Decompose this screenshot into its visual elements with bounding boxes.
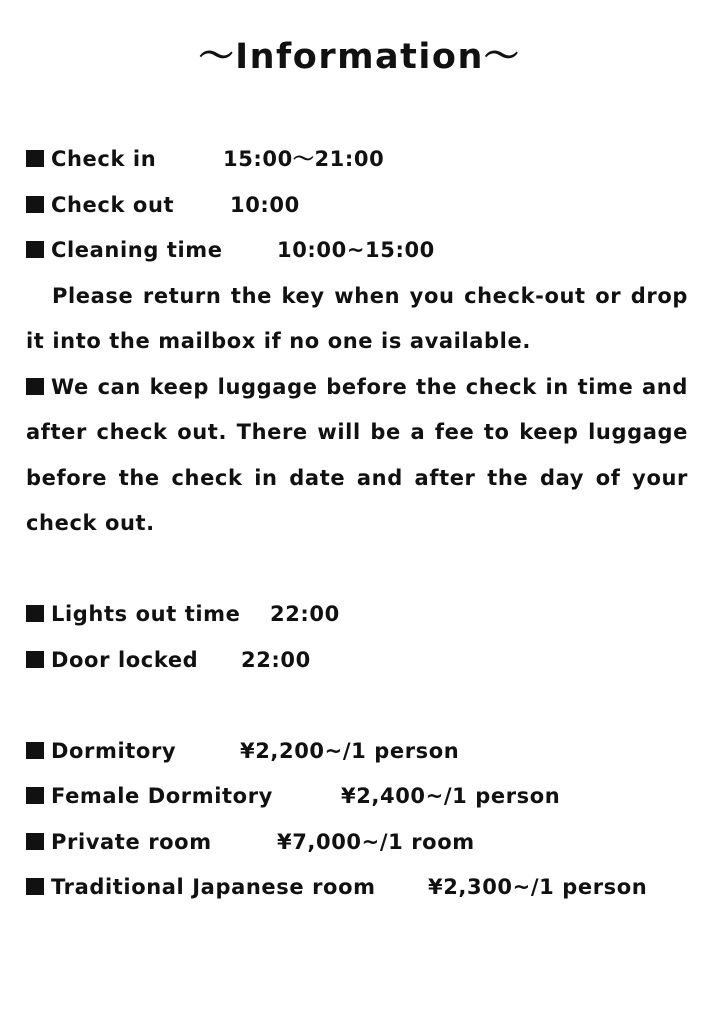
door-locked-value: 22:00 — [241, 647, 311, 672]
checkin-row — [26, 137, 688, 183]
checkin-label: Check in — [51, 147, 157, 171]
door-locked-row — [26, 638, 688, 684]
luggage-text: We can keep luggage before the check in time and after check out. There will be a fee to keep luggage before the check in date and after the day of your check out. — [26, 374, 688, 535]
square-bullet-icon — [26, 651, 44, 668]
checkout-label: Check out — [51, 192, 175, 217]
square-bullet-icon — [26, 878, 44, 895]
price-row-japanese-room — [26, 865, 688, 911]
lights-out-label: Lights out time — [51, 602, 241, 626]
price-label: Traditional Japanese room — [51, 875, 376, 899]
square-bullet-icon — [26, 150, 44, 167]
square-bullet-icon — [26, 833, 44, 850]
luggage-note — [26, 365, 688, 547]
price-value: ¥2,400~/1 person — [341, 784, 561, 808]
lights-out-row — [26, 592, 688, 638]
square-bullet-icon — [26, 605, 44, 622]
square-bullet-icon — [26, 241, 44, 258]
cleaning-label: Cleaning time — [51, 238, 223, 262]
square-bullet-icon — [26, 787, 44, 804]
price-label: Dormitory — [51, 738, 177, 763]
lights-out-value: 22:00 — [270, 602, 340, 626]
price-value: ¥2,300~/1 person — [428, 875, 648, 899]
square-bullet-icon — [26, 196, 44, 213]
page-title: 〜Information〜 — [198, 37, 521, 77]
checkout-value: 10:00 — [230, 192, 300, 217]
cleaning-value: 10:00~15:00 — [277, 238, 435, 262]
price-row-dormitory — [26, 729, 688, 775]
price-label: Female Dormitory — [51, 784, 273, 808]
price-value: ¥7,000~/1 room — [277, 829, 475, 854]
cleaning-row — [26, 228, 688, 274]
square-bullet-icon — [26, 742, 44, 759]
checkin-value: 15:00〜21:00 — [223, 147, 385, 171]
price-value: ¥2,200~/1 person — [240, 738, 460, 763]
price-label: Private room — [51, 829, 212, 854]
checkout-row — [26, 183, 688, 229]
square-bullet-icon — [26, 378, 44, 395]
key-return-note — [26, 274, 688, 365]
price-row-private-room — [26, 820, 688, 866]
price-row-female-dormitory — [26, 774, 688, 820]
door-locked-label: Door locked — [51, 647, 199, 672]
info-content — [26, 137, 688, 911]
key-return-text: Please return the key when you check-out or drop it into the mailbox if no one is available. — [26, 283, 688, 353]
